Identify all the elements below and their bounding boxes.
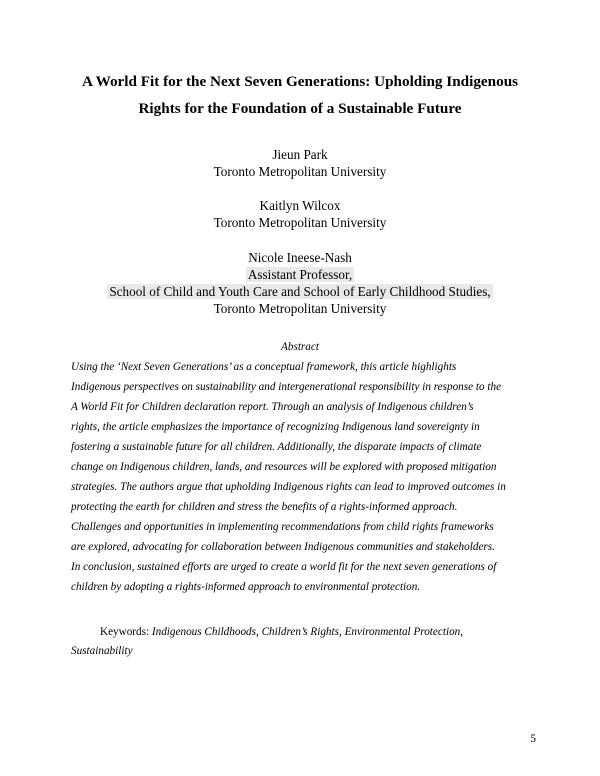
title-line-1: A World Fit for the Next Seven Generations: Upholding Indigenous — [81, 73, 519, 90]
keywords-label: Keywords: — [100, 626, 152, 638]
abstract-line: In conclusion, sustained efforts are urged to create a world fit for the next seven generations of — [71, 561, 497, 573]
keywords-line-2 — [71, 644, 133, 658]
author-3-department — [40, 283, 560, 300]
abstract-line: protecting the earth for children and stress the benefits of a rights-informed approach. — [71, 501, 458, 513]
keywords-line-1 — [100, 625, 463, 639]
abstract-line: are explored, advocating for collaboration between Indigenous communities and stakeholders. — [71, 541, 495, 553]
author-1-affiliation: Toronto Metropolitan University — [213, 164, 387, 179]
abstract-line: Indigenous perspectives on sustainability and intergenerational responsibility in response to the — [71, 381, 502, 393]
abstract-heading: Abstract — [281, 341, 319, 353]
abstract-line: A World Fit for Children declaration report. Through an analysis of Indigenous children’s — [71, 401, 474, 413]
abstract-line: Challenges and opportunities in implementing recommendations from child rights frameworks — [71, 521, 494, 533]
author-1-name: Jieun Park — [272, 147, 328, 162]
page-number: 5 — [530, 733, 536, 745]
abstract-line: rights, the article emphasizes the importance of recognizing Indigenous land sovereignty in — [71, 421, 480, 433]
abstract-line: change on Indigenous children, lands, and resources will be explored with proposed mitigation — [71, 461, 497, 473]
keywords-list-cont: Sustainability — [71, 645, 133, 657]
author-2-name: Kaitlyn Wilcox — [259, 198, 341, 213]
author-3-affiliation: Toronto Metropolitan University — [213, 301, 387, 316]
abstract-line: fostering a sustainable future for all children. Additionally, the disparate impacts of climate — [71, 441, 482, 453]
author-3-role-text: Assistant Professor, — [247, 267, 353, 282]
abstract-line: strategies. The authors argue that upholding Indigenous rights can lead to improved outcomes in — [71, 481, 506, 493]
author-3-role — [40, 266, 560, 283]
keywords-list: Indigenous Childhoods, Children’s Rights, Environmental Protection, — [151, 626, 464, 638]
author-3-department-text: School of Child and Youth Care and School of Early Childhood Studies, — [109, 284, 491, 299]
author-3-name: Nicole Ineese-Nash — [248, 250, 352, 265]
abstract-line: children by adopting a rights-informed approach to environmental protection. — [71, 581, 421, 593]
author-2-affiliation: Toronto Metropolitan University — [213, 215, 387, 230]
abstract-line: Using the ‘Next Seven Generations’ as a conceptual framework, this article highlights — [71, 361, 457, 373]
title-line-2: Rights for the Foundation of a Sustainable Future — [138, 100, 462, 117]
